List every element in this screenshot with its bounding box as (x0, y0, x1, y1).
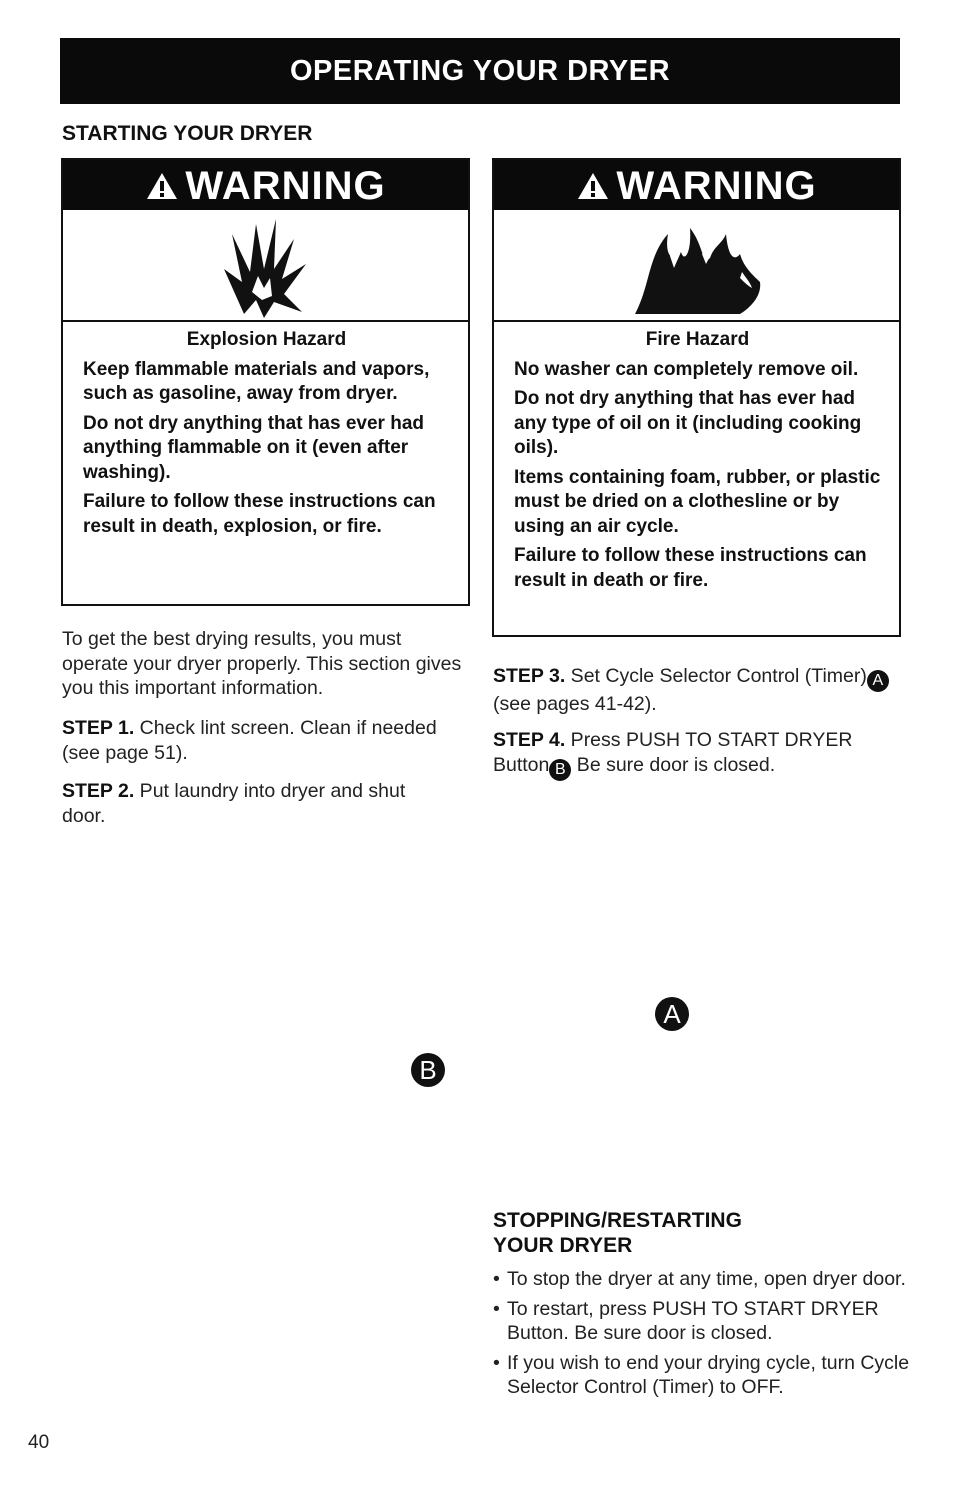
warning-triangle-icon (576, 162, 610, 214)
figure-callout-a: A (655, 997, 689, 1031)
hazard-title: Explosion Hazard (186, 329, 347, 350)
explosion-warning-box (61, 158, 470, 606)
explosion-icon (214, 214, 314, 318)
warning-header (494, 160, 899, 210)
step-text: Set Cycle Selector Control (Timer) (565, 665, 867, 687)
warning-line: Keep flammable materials and vapors, such as gasoline, away from dryer. (83, 358, 430, 404)
step-4 (493, 728, 913, 781)
warning-title: WARNING (616, 164, 817, 208)
list-item: • To stop the dryer at any time, open dryer door. (493, 1267, 913, 1292)
warning-line: Do not dry anything that has ever had anything flammable on it (even after washing). (83, 412, 424, 483)
stopping-heading-line1: STOPPING/RESTARTING (493, 1209, 742, 1232)
step-text: Press PUSH TO START DRYER Button (493, 729, 853, 776)
callout-b-badge: B (549, 759, 571, 781)
stopping-heading (493, 1208, 742, 1258)
step-text: Put laundry into dryer and shut door. (62, 780, 406, 827)
warning-line: Failure to follow these instructions can result in death or fire. (514, 545, 867, 591)
stopping-bullet-list (493, 1267, 913, 1405)
step-text: Check lint screen. Clean if needed (see page 51). (62, 717, 437, 764)
step-label: STEP 3. (493, 665, 566, 687)
step-text: (see pages 41-42). (493, 693, 657, 715)
warning-line: No washer can completely remove oil. (514, 358, 859, 380)
step-1 (62, 716, 442, 765)
step-text: Be sure door is closed. (571, 753, 776, 776)
step-label: STEP 1. (62, 717, 135, 739)
warning-line: Do not dry anything that has ever had any type of oil on it (including cooking oils). (514, 388, 862, 458)
warning-line: Failure to follow these instructions can result in death, explosion, or fire. (83, 491, 436, 537)
step-label: STEP 2. (62, 780, 135, 802)
list-item: • If you wish to end your drying cycle, turn Cycle Selector Control (Timer) to OFF. (493, 1351, 913, 1400)
stopping-heading-line2: YOUR DRYER (493, 1234, 633, 1257)
explosion-pictogram (63, 210, 468, 322)
list-item: • To restart, press PUSH TO START DRYER Button. Be sure door is closed. (493, 1297, 913, 1346)
step-2 (62, 779, 442, 828)
section-banner: OPERATING YOUR DRYER (60, 38, 900, 104)
callout-a-badge: A (867, 670, 889, 692)
warning-header (63, 160, 468, 210)
step-3 (493, 664, 893, 717)
intro-paragraph: To get the best drying results, you must operate your dryer properly. This section gives you this important information. (62, 628, 462, 699)
starting-heading: STARTING YOUR DRYER (62, 122, 313, 145)
warning-title: WARNING (185, 164, 386, 208)
fire-warning-box (492, 158, 901, 637)
figure-callout-b: B (411, 1053, 445, 1087)
fire-icon (630, 216, 770, 316)
warning-triangle-icon (145, 162, 179, 214)
page-number: 40 (28, 1432, 50, 1453)
step-label: STEP 4. (493, 729, 566, 751)
warning-line: Items containing foam, rubber, or plastic must be dried on a clothesline or by using an air cycle. (514, 466, 881, 537)
hazard-title: Fire Hazard (645, 329, 750, 350)
fire-pictogram (494, 210, 899, 322)
